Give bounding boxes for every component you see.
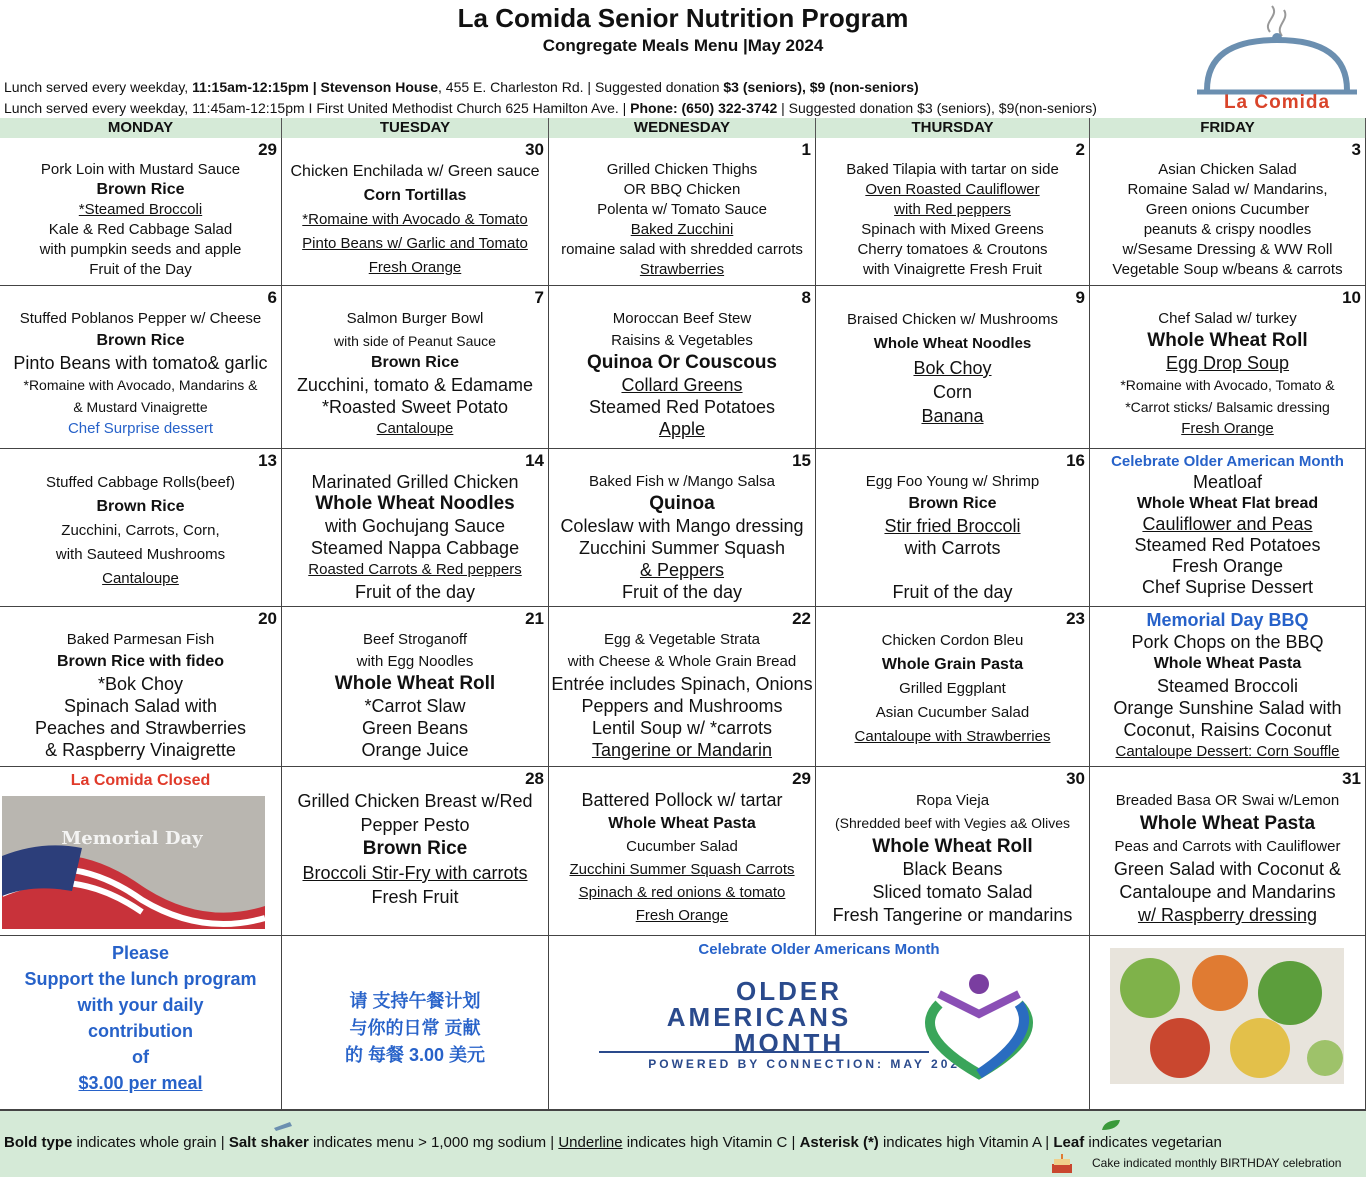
menu-item: Whole Wheat Noodles [873, 335, 1032, 352]
menu-item: Corn [932, 382, 972, 402]
menu-item: Brown Rice [96, 332, 185, 349]
menu-cell [0, 286, 282, 449]
menu-item: Brown Rice [96, 498, 185, 515]
menu-item: Pepper Pesto [360, 815, 470, 835]
menu-item: Pinto Beans w/ Garlic and Tomato [302, 235, 528, 252]
menu-item: OR BBQ Chicken [623, 181, 741, 198]
menu-item: Corn Tortillas [363, 187, 467, 204]
menu-item: Zucchini, tomato & Edamame [296, 375, 534, 395]
page-title: La Comida Senior Nutrition Program [457, 3, 909, 33]
menu-item: Kale & Red Cabbage Salad [48, 221, 233, 238]
logo-line-1: OLDER [736, 976, 842, 1006]
menu-item: Stir fried Broccoli [884, 516, 1021, 536]
day-number: 29 [792, 769, 811, 788]
older-americans-heading: Celebrate Older Americans Month [698, 941, 940, 958]
menu-item: *Romaine with Avocado, Mandarins & [23, 377, 258, 393]
day-header-friday: FRIDAY [1090, 118, 1366, 138]
menu-item: Quinoa Or Couscous [586, 352, 778, 373]
menu-item: with Sauteed Mushrooms [55, 546, 226, 563]
memorial-day-flag-image [2, 796, 265, 929]
menu-item: Coleslaw with Mango dressing [560, 516, 804, 536]
support-line: Please [111, 943, 170, 963]
salad-image-cell [1090, 936, 1366, 1110]
menu-item: Bok Choy [913, 358, 992, 378]
menu-item: Orange Sunshine Salad with [1113, 698, 1342, 718]
menu-item: Peppers and Mushrooms [581, 696, 783, 716]
birthday-legend: Cake indicated monthly BIRTHDAY celebration [1092, 1156, 1342, 1170]
menu-item: Peaches and Strawberries [34, 718, 247, 738]
day-number: 29 [258, 140, 277, 159]
day-number: 23 [1066, 609, 1085, 628]
menu-item: with Gochujang Sauce [324, 516, 506, 536]
logo-tagline: POWERED BY CONNECTION: MAY 2024 [648, 1057, 970, 1071]
support-amount: $3.00 per meal [78, 1073, 203, 1093]
menu-item: Beef Stroganoff [363, 631, 467, 648]
menu-item: Vegetable Soup w/beans & carrots [1112, 261, 1343, 278]
menu-item: Fresh Orange [1181, 420, 1274, 437]
menu-item: Whole Wheat Pasta [1139, 813, 1316, 834]
menu-item: with Red peppers [894, 201, 1011, 218]
menu-item: romaine salad with shredded carrots [561, 241, 803, 258]
menu-item: Celebrate Older American Month [1111, 453, 1344, 470]
menu-cell [0, 138, 282, 286]
menu-item: Polenta w/ Tomato Sauce [597, 201, 767, 218]
menu-item: Steamed Nappa Cabbage [310, 538, 520, 558]
menu-item: Oven Roasted Cauliflower [865, 181, 1040, 198]
menu-item: Collard Greens [621, 375, 743, 395]
menu-item: Chicken Enchilada w/ Green sauce [290, 163, 540, 180]
menu-cell [0, 449, 282, 607]
menu-item: Asian Cucumber Salad [875, 704, 1030, 721]
menu-item: Egg & Vegetable Strata [604, 631, 760, 648]
menu-cell [282, 286, 549, 449]
menu-item: & Mustard Vinaigrette [73, 399, 208, 415]
menu-item: Moroccan Beef Stew [612, 310, 752, 327]
menu-item: Egg Foo Young w/ Shrimp [865, 473, 1040, 490]
menu-item: Green onions Cucumber [1145, 201, 1310, 218]
day-number: 8 [801, 288, 811, 307]
menu-cell [1090, 449, 1366, 607]
menu-cell [282, 767, 549, 936]
menu-item: Fresh Orange [368, 259, 462, 276]
menu-item: Ropa Vieja [915, 792, 990, 809]
menu-item: Whole Wheat Pasta [608, 815, 756, 832]
menu-item: Black Beans [902, 859, 1003, 879]
menu-item: *Romaine with Avocado & Tomato [302, 211, 528, 228]
menu-item: Quinoa [649, 493, 715, 514]
menu-item: & Peppers [639, 560, 725, 580]
menu-item: Whole Wheat Flat bread [1136, 495, 1319, 512]
day-number: 13 [258, 451, 277, 470]
menu-item [816, 559, 1089, 581]
menu-item: Orange Juice [361, 740, 469, 760]
menu-item: Cherry tomatoes & Croutons [857, 241, 1048, 258]
legend-text: Bold type indicates whole grain | Salt shaker indicates menu > 1,000 mg sodium | Underline indicates high Vitamin C | Asterisk (*) indicates high Vitamin A | Leaf indicates vegetarian [4, 1134, 1222, 1151]
menu-item: Fruit of the day [621, 582, 743, 602]
logo-line-3: MONTH [733, 1028, 845, 1058]
menu-item: Asian Chicken Salad [1158, 161, 1297, 178]
day-header-wednesday: WEDNESDAY [549, 118, 816, 138]
chinese-support-cell [282, 936, 549, 1110]
menu-item: Egg Drop Soup [1165, 353, 1290, 373]
day-number: 22 [792, 609, 811, 628]
day-number: 31 [1342, 769, 1361, 788]
menu-item: Apple [658, 419, 706, 439]
older-americans-logo [599, 964, 1079, 1104]
menu-item: Fruit of the day [892, 582, 1013, 602]
menu-item: Spinach Salad with [63, 696, 218, 716]
menu-cell [282, 138, 549, 286]
chinese-support-line: 请 支持午餐计划 [349, 991, 481, 1011]
day-header-thursday: THURSDAY [816, 118, 1090, 138]
menu-item: Chef Surprise dessert [67, 420, 214, 437]
menu-item: Steamed Red Potatoes [588, 397, 776, 417]
memorial-day-text: Memorial Day [61, 828, 203, 849]
menu-cell [816, 138, 1090, 286]
salad-bowls-image [1110, 948, 1344, 1084]
day-number: 28 [525, 769, 544, 788]
menu-item: Chef Salad w/ turkey [1158, 310, 1297, 327]
menu-item: *Bok Choy [97, 674, 184, 694]
day-header-tuesday: TUESDAY [282, 118, 549, 138]
menu-item: La Comida Closed [70, 772, 211, 789]
day-number: 16 [1066, 451, 1085, 470]
menu-item: Meatloaf [1192, 472, 1263, 492]
day-number: 9 [1075, 288, 1085, 307]
menu-cell [282, 449, 549, 607]
menu-item: Steamed Red Potatoes [1134, 535, 1321, 555]
menu-item: Fresh Fruit [371, 887, 459, 907]
menu-cell [1090, 607, 1366, 767]
menu-item: Whole Wheat Roll [334, 673, 496, 694]
day-number: 15 [792, 451, 811, 470]
menu-cell [549, 138, 816, 286]
cake-icon [1050, 1154, 1074, 1174]
menu-cell [816, 607, 1090, 767]
day-number: 30 [1066, 769, 1085, 788]
menu-item: Whole Wheat Pasta [1153, 655, 1302, 672]
older-americans-cell [549, 936, 1090, 1110]
menu-item: Pinto Beans with tomato& garlic [13, 353, 268, 373]
day-header-monday: MONDAY [0, 118, 282, 138]
menu-item: Brown Rice with fideo [56, 653, 225, 670]
menu-item: Chef Suprise Dessert [1141, 577, 1314, 597]
menu-item: Baked Parmesan Fish [66, 631, 215, 648]
menu-cell [549, 449, 816, 607]
menu-item: Whole Wheat Roll [1147, 330, 1308, 351]
menu-item: Whole Wheat Noodles [315, 493, 515, 514]
menu-item: Lentil Soup w/ *carrots [591, 718, 773, 738]
menu-item: Braised Chicken w/ Mushrooms [847, 311, 1058, 328]
day-number: 3 [1351, 140, 1361, 159]
menu-cell [1090, 138, 1366, 286]
menu-item: Broccoli Stir-Fry with carrots [302, 863, 528, 883]
day-number: 7 [534, 288, 544, 307]
info-line-2: Lunch served every weekday, 11:45am-12:15pm I First United Methodist Church 625 Hamilton Ave. | Phone: (650) 322-3742 | Suggested donation $3 (seniors), $9(non-seniors) [4, 100, 1097, 116]
menu-item: Baked Tilapia with tartar on side [846, 161, 1059, 178]
menu-item: Baked Zucchini [630, 221, 734, 238]
menu-item: *Romaine with Avocado, Tomato & [1120, 377, 1335, 393]
menu-item: Grilled Chicken Breast w/Red [297, 791, 533, 811]
menu-item: Chicken Cordon Bleu [881, 632, 1024, 649]
menu-cell [816, 767, 1090, 936]
menu-item: with Egg Noodles [356, 653, 474, 670]
menu-item: Brown Rice [362, 838, 468, 859]
menu-item: with pumpkin seeds and apple [39, 241, 242, 258]
menu-item: Cantaloupe and Mandarins [1119, 882, 1336, 902]
menu-item: Peas and Carrots with Cauliflower [1114, 838, 1341, 855]
menu-item: Brown Rice [370, 354, 459, 371]
menu-item: Salmon Burger Bowl [346, 310, 484, 327]
menu-item: Pork Loin with Mustard Sauce [40, 161, 241, 178]
menu-cell [816, 449, 1090, 607]
menu-item: Strawberries [639, 261, 725, 278]
menu-item: Fruit of the Day [89, 261, 192, 278]
menu-item: Fresh Orange [1171, 556, 1284, 576]
leaf-icon [1100, 1118, 1122, 1132]
menu-item: Whole Wheat Roll [872, 836, 1033, 857]
menu-cell [816, 286, 1090, 449]
day-number: 1 [801, 140, 811, 159]
day-number: 2 [1075, 140, 1085, 159]
menu-item: *Carrot Slaw [364, 696, 466, 716]
menu-item: Marinated Grilled Chicken [311, 472, 519, 492]
info-line-1: Lunch served every weekday, 11:15am-12:15pm | Stevenson House, 455 E. Charleston Rd. | Suggested donation $3 (seniors), $9 (non-seniors) [4, 79, 919, 95]
menu-item: Zucchini, Carrots, Corn, [61, 522, 220, 539]
chinese-support-line: 的 每餐 3.00 美元 [344, 1045, 486, 1065]
menu-item: w/Sesame Dressing & WW Roll [1122, 241, 1333, 258]
menu-item: Cantaloupe [376, 420, 454, 437]
day-number: 6 [267, 288, 277, 307]
menu-cell [1090, 767, 1366, 936]
menu-item: peanuts & crispy noodles [1143, 221, 1312, 238]
support-line: Support the lunch program [24, 969, 257, 989]
menu-item: Romaine Salad w/ Mandarins, [1127, 181, 1328, 198]
menu-cell [549, 767, 816, 936]
menu-item: Sliced tomato Salad [872, 882, 1033, 902]
menu-item: Breaded Basa OR Swai w/Lemon [1115, 792, 1340, 809]
salt-shaker-icon [272, 1118, 296, 1132]
page-subtitle: Congregate Meals Menu |May 2024 [542, 36, 824, 55]
menu-item: Cucumber Salad [626, 838, 738, 855]
menu-item: Coconut, Raisins Coconut [1123, 720, 1332, 740]
menu-item: with Cheese & Whole Grain Bread [567, 653, 797, 670]
day-number: 14 [525, 451, 544, 470]
menu-item: Memorial Day BBQ [1146, 610, 1309, 630]
menu-item: w/ Raspberry dressing [1137, 905, 1318, 925]
menu-item: *Steamed Broccoli [78, 201, 203, 218]
menu-item: Zucchini Summer Squash Carrots [569, 861, 795, 878]
menu-item: with side of Peanut Sauce [334, 333, 496, 349]
menu-item: Pork Chops on the BBQ [1131, 632, 1324, 652]
menu-item: Banana [921, 406, 984, 426]
menu-item: Spinach with Mixed Greens [861, 221, 1044, 238]
menu-item: Steamed Broccoli [1156, 676, 1299, 696]
menu-item: Whole Grain Pasta [881, 656, 1024, 673]
menu-cell [282, 607, 549, 767]
menu-item: Roasted Carrots & Red peppers [308, 561, 522, 578]
logo-text: La Comida [1223, 92, 1331, 113]
menu-item: *Carrot sticks/ Balsamic dressing [1125, 399, 1330, 415]
menu-cell [549, 286, 816, 449]
menu-item: with Carrots [904, 538, 1001, 558]
menu-item: Fresh Orange [635, 907, 729, 924]
menu-item: Cantaloupe with Strawberries [854, 728, 1051, 745]
menu-item: Grilled Eggplant [899, 680, 1006, 697]
day-number: 30 [525, 140, 544, 159]
support-line: of [132, 1047, 149, 1067]
day-number: 21 [525, 609, 544, 628]
menu-cell [1090, 286, 1366, 449]
menu-item: Stuffed Cabbage Rolls(beef) [45, 474, 235, 491]
menu-item: Baked Fish w /Mango Salsa [589, 473, 775, 490]
menu-item: & Raspberry Vinaigrette [45, 740, 236, 760]
menu-item: Spinach & red onions & tomato [578, 884, 786, 901]
chinese-support-line: 与你的日常 贡献 [349, 1018, 481, 1038]
menu-item: Grilled Chicken Thighs [606, 161, 758, 178]
menu-cell [0, 607, 282, 767]
menu-item: Brown Rice [96, 181, 185, 198]
menu-item: Battered Pollock w/ tartar [581, 790, 783, 810]
menu-item: Green Salad with Coconut & [1113, 859, 1342, 879]
menu-item: Zucchini Summer Squash [578, 538, 786, 558]
menu-item: Tangerine or Mandarin [591, 740, 773, 760]
day-number: 10 [1342, 288, 1361, 307]
menu-item: Cantaloupe Dessert: Corn Souffle [1115, 743, 1340, 760]
day-number: 20 [258, 609, 277, 628]
menu-item: Entrée includes Spinach, Onions [551, 674, 813, 694]
menu-item: Brown Rice [908, 495, 997, 512]
menu-item: Fruit of the day [354, 582, 476, 602]
support-cell [0, 936, 282, 1110]
menu-item: Fresh Tangerine or mandarins [832, 905, 1073, 925]
menu-item: Cauliflower and Peas [1142, 514, 1313, 534]
support-line: contribution [88, 1021, 193, 1041]
support-line: with your daily [77, 995, 204, 1015]
menu-item: Green Beans [361, 718, 469, 738]
menu-item: *Roasted Sweet Potato [321, 397, 509, 417]
menu-item: with Vinaigrette Fresh Fruit [863, 261, 1042, 278]
logo-line-2: AMERICANS [666, 1002, 852, 1032]
menu-cell [549, 607, 816, 767]
menu-item: Stuffed Poblanos Pepper w/ Cheese [19, 310, 262, 327]
menu-item: Cantaloupe [102, 570, 179, 587]
menu-item: (Shredded beef with Vegies a& Olives [834, 815, 1071, 831]
menu-item: Raisins & Vegetables [611, 332, 753, 349]
